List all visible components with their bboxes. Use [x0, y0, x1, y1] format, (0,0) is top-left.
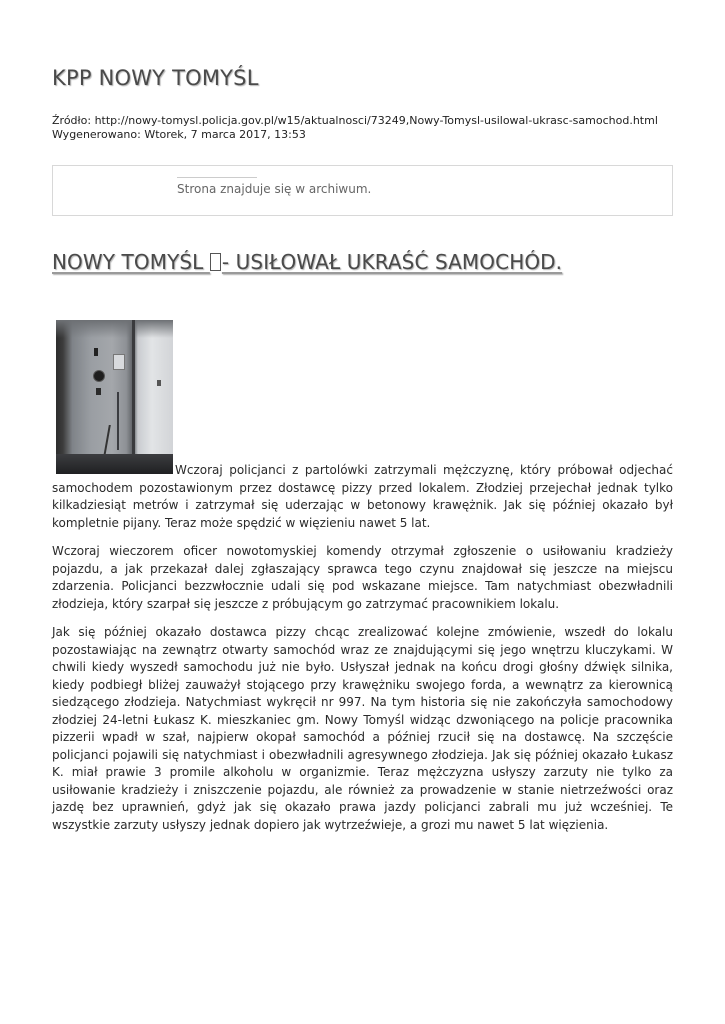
article-paragraph-1: [52, 320, 673, 532]
source-line: Źródło: http://nowy-tomysl.policja.gov.pl/w15/aktualnosci/73249,Nowy-Tomysl-usilowal-ukrasc-samochod.html: [52, 114, 658, 127]
photo-top-shade: [56, 320, 173, 338]
article-title: [52, 250, 562, 274]
photo-lock: [96, 388, 101, 395]
article-photo: [56, 320, 173, 474]
document-meta: [52, 114, 658, 142]
photo-floor: [56, 454, 173, 474]
photo-bracket: [157, 380, 161, 386]
photo-stand: [103, 425, 129, 457]
missing-glyph-icon: [210, 253, 221, 271]
site-title: KPP NOWY TOMYŚL: [52, 66, 259, 90]
photo-door-number: [94, 348, 98, 356]
photo-door-gap: [132, 320, 135, 474]
archive-notice-box: [52, 165, 673, 216]
photo-door-knob: [93, 370, 105, 382]
archive-message: Strona znajduje się w archiwum.: [177, 182, 372, 196]
article-body: [52, 320, 673, 845]
article-title-part-1: NOWY TOMYŚL: [52, 250, 210, 274]
article-paragraph-2: Wczoraj wieczorem oficer nowotomyskiej komendy otrzymał zgłoszenie o usiłowaniu kradzieży pojazdu, a jak przekazał dalej zgłaszający sprawca tego czynu znajdował się jeszcze na miejscu zdarzenia. Policjanci bezzwłocznie udali się pod wskazane miejsce. Tam natychmiast obezwładnili złodzieja, który szarpał się jeszcze z próbującym go zatrzymać pracownikiem lokalu.: [52, 544, 673, 611]
article-paragraph-1-text: Wczoraj policjanci z partolówki zatrzymali mężczyznę, który próbował odjechać samochodem pozostawionym przez dostawcę pizzy przed lokalem. Złodziej przejechał jednak tylko kilkadziesiąt metrów i zatrzymał się uderzając w betonowy krawężnik. Jak się później okazało był kompletnie pijany. Teraz może spędzić w więzieniu nawet 5 lat.: [52, 463, 673, 530]
article-title-part-2: - USIŁOWAŁ UKRAŚĆ SAMOCHÓD.: [221, 250, 563, 274]
generated-line: Wygenerowano: Wtorek, 7 marca 2017, 13:53: [52, 128, 306, 141]
photo-wall-box: [113, 354, 125, 370]
article-paragraph-3: Jak się później okazało dostawca pizzy chcąc zrealizować kolejne zmówienie, wszedł do lokalu pozostawiając na zewnątrz otwarty samochód wraz ze znajdującymi się jego wnętrzu kluczykami. W chwili kiedy wyszedł samochodu już nie było. Usłyszał jednak na końcu drogi głośny dźwięk silnika, kiedy podbiegł bliżej zauważył stojącego przy krawężniku swojego forda, a wewnątrz za kierownicą siedzącego złodzieja. Natychmiast wykręcił nr 997. Na tym historia się nie zakończyła samochodowy złodziej 24-letni Łukasz K. mieszkaniec gm. Nowy Tomyśl widząc dzwoniącego na policje pracownika pizzerii wpadł w szał, najpierw okopał samochód a później rzucił się na dostawcę. Na szczęście policjanci pojawili się natychmiast i obezwładnili agresywnego złodzieja. Jak się później okazało Łukasz K. miał prawie 3 promile alkoholu w organizmie. Teraz mężczyzna usłyszy zarzuty nie tylko za usiłowanie kradzieży i zniszczenie pojazdu, ale również za prowadzenie w stanie nietrzeźwości oraz jazdę bez uprawnień, gdyż jak się okazało prawa jazdy policjanci zabrali mu już wcześniej. Te wszystkie zarzuty usłyszy jednak dopiero jak wytrzeźwieje, a grozi mu nawet 5 lat więzienia.: [52, 625, 673, 832]
archive-divider: [177, 177, 257, 178]
